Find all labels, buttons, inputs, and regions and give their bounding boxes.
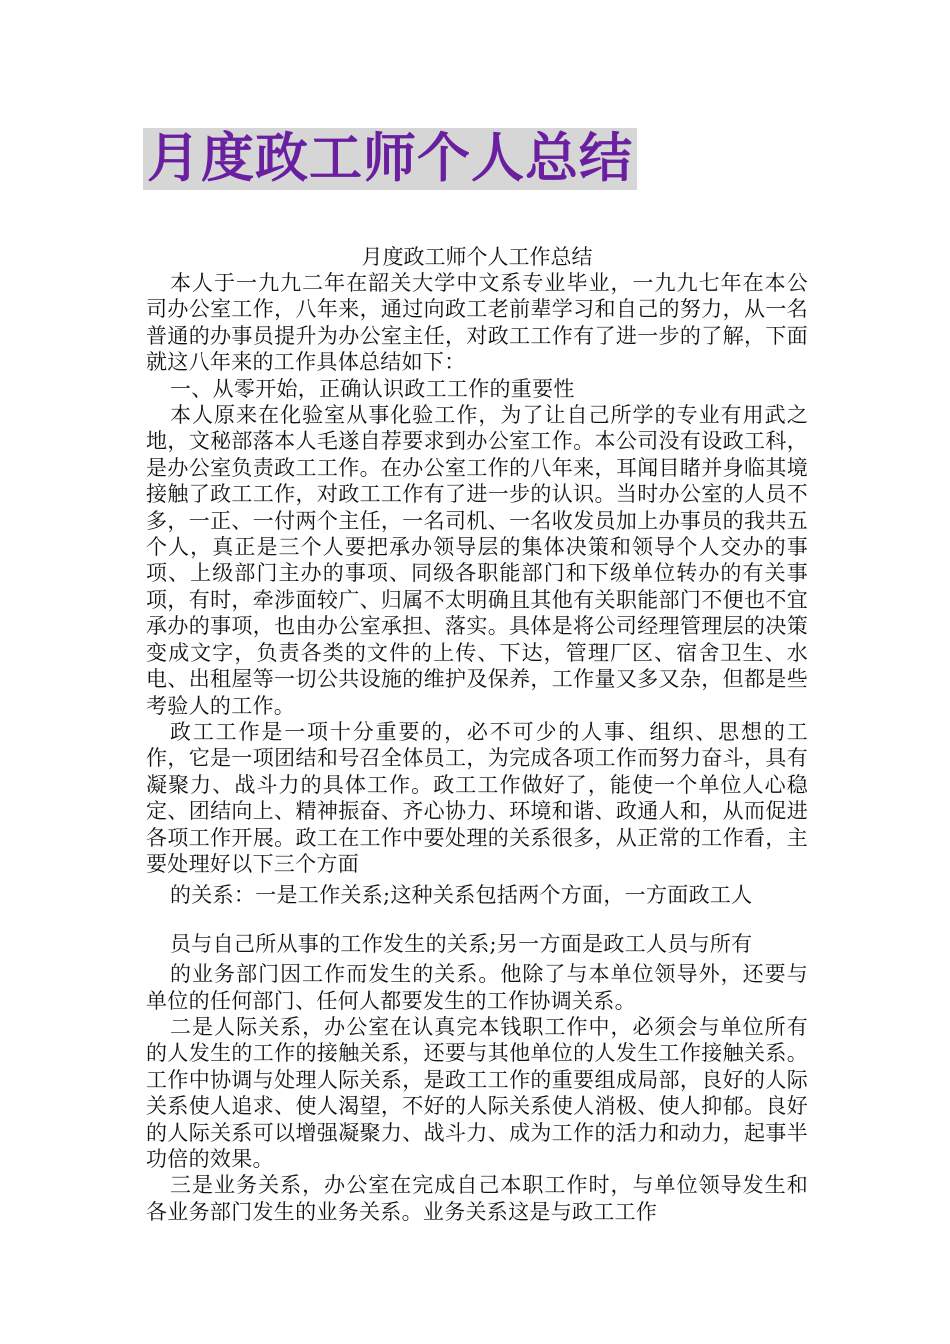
paragraph-intro: 本人于一九九二年在韶关大学中文系专业毕业，一九九七年在本公司办公室工作，八年来，通过向政工老前辈学习和自己的努力，从一名普通的办事员提升为办公室主任，对政工工作有了进一步的了解，下面就这八年来的工作具体总结如下： (146, 271, 808, 375)
paragraph-work-relations-2: 员与自己所从事的工作发生的关系;另一方面是政工人员与所有 (170, 931, 753, 956)
paragraph-interpersonal: 二是人际关系，办公室在认真完本钱职工作中，必须会与单位所有的人发生的工作的接触关系，还要与其他单位的人发生工作接触关系。工作中协调与处理人际关系，是政工工作的重要组成局部，良好的人际关系使人追求、使人渴望，不好的人际关系使人消极、使人抑郁。良好的人际关系可以增强凝聚力、战斗力、成为工作的活力和动力，起事半功倍的效果。 (146, 1014, 808, 1171)
paragraph-work-relations-3: 的业务部门因工作而发生的关系。他除了与本单位领导外，还要与单位的任何部门、任何人都要发生的工作协调关系。 (146, 962, 808, 1013)
paragraph-business: 三是业务关系，办公室在完成自己本职工作时，与单位领导发生和各业务部门发生的业务关系。业务关系这是与政工工作 (146, 1173, 808, 1224)
section-heading-1: 一、从零开始，正确认识政工工作的重要性 (170, 376, 575, 401)
page-title: 月度政工师个人总结 (143, 128, 637, 190)
paragraph-importance: 政工工作是一项十分重要的，必不可少的人事、组织、思想的工作，它是一项团结和号召全体员工，为完成各项工作而努力奋斗，具有凝聚力、战斗力的具体工作。政工工作做好了，能使一个单位人心稳定、团结向上、精神振奋、齐心协力、环境和谐、政通人和，从而促进各项工作开展。政工在工作中要处理的关系很多，从正常的工作看，主要处理好以下三个方面 (146, 719, 808, 876)
paragraph-background: 本人原来在化验室从事化验工作，为了让自己所学的专业有用武之地，文秘部落本人毛遂自荐要求到办公室工作。本公司没有设政工科，是办公室负责政工工作。在办公室工作的八年来，耳闻目睹并身临其境接触了政工工作，对政工工作有了进一步的认识。当时办公室的人员不多，一正、一付两个主任，一名司机、一名收发员加上办事员的我共五个人，真正是三个人要把承办领导层的集体决策和领导个人交办的事项、上级部门主办的事项、同级各职能部门和下级单位转办的有关事项，有时，牵涉面较广、归属不太明确且其他有关职能部门不便也不宜承办的事项，也由办公室承担、落实。具体是将公司经理管理层的决策变成文字，负责各类的文件的上传、下达，管理厂区、宿舍卫生、水电、出租屋等一切公共设施的维护及保养，工作量又多又杂，但都是些考验人的工作。 (146, 403, 808, 718)
document-subtitle: 月度政工师个人工作总结 (361, 245, 593, 269)
paragraph-work-relations-1: 的关系：一是工作关系;这种关系包括两个方面，一方面政工人 (170, 883, 753, 908)
document-body (146, 244, 808, 1225)
